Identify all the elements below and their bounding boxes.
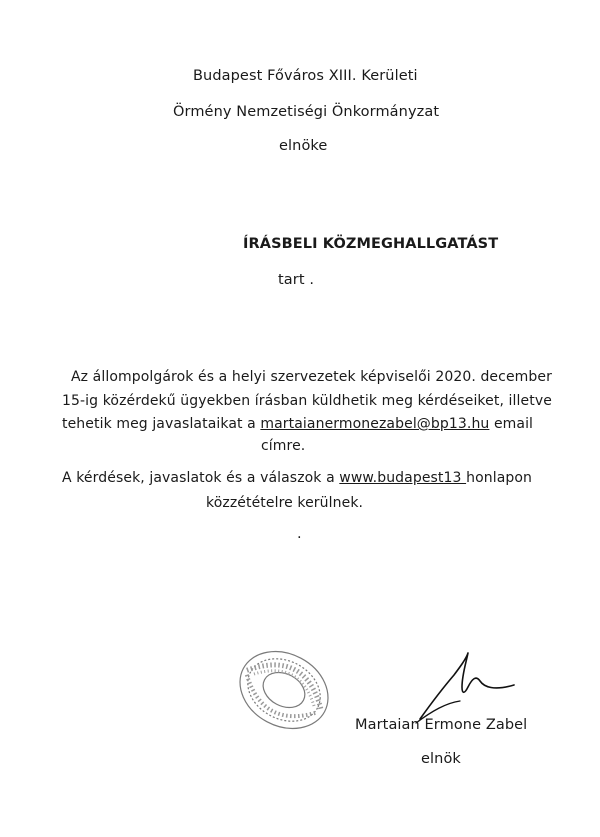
- body-line-5-prefix: A kérdések, javaslatok és a válaszok a: [62, 470, 340, 486]
- document-title: ÍRÁSBELI KÖZMEGHALLGATÁST: [243, 236, 499, 252]
- body-line-6: közzétételre kerülnek.: [206, 495, 364, 511]
- official-stamp-icon: [228, 642, 340, 738]
- body-line-3: [62, 416, 533, 432]
- body-line-3-prefix: tehetik meg javaslataikat a: [62, 416, 261, 432]
- document-subtitle: tart .: [278, 272, 315, 288]
- website-link[interactable]: www.budapest13: [339, 470, 467, 486]
- body-line-5: [62, 470, 532, 486]
- header-line-3: elnöke: [279, 138, 328, 154]
- header-line-2: Örmény Nemzetiségi Önkormányzat: [173, 104, 440, 120]
- body-line-2: 15-ig közérdekű ügyekben írásban küldhetik meg kérdéseiket, illetve: [62, 393, 552, 409]
- signatory-role: elnök: [421, 751, 461, 767]
- body-line-5-suffix: honlapon: [466, 470, 532, 486]
- body-line-1: Az állompolgárok és a helyi szervezetek képviselői 2020. december: [71, 369, 552, 385]
- handwritten-signature: [402, 645, 522, 725]
- body-dot: .: [297, 526, 302, 542]
- email-link[interactable]: martaianermonezabel@bp13.hu: [260, 416, 490, 432]
- header-line-1: Budapest Főváros XIII. Kerületi: [193, 68, 418, 84]
- body-line-3-suffix: email: [489, 416, 534, 432]
- signatory-name: Martaian Ermone Zabel: [355, 717, 528, 733]
- body-line-4: címre.: [261, 438, 306, 454]
